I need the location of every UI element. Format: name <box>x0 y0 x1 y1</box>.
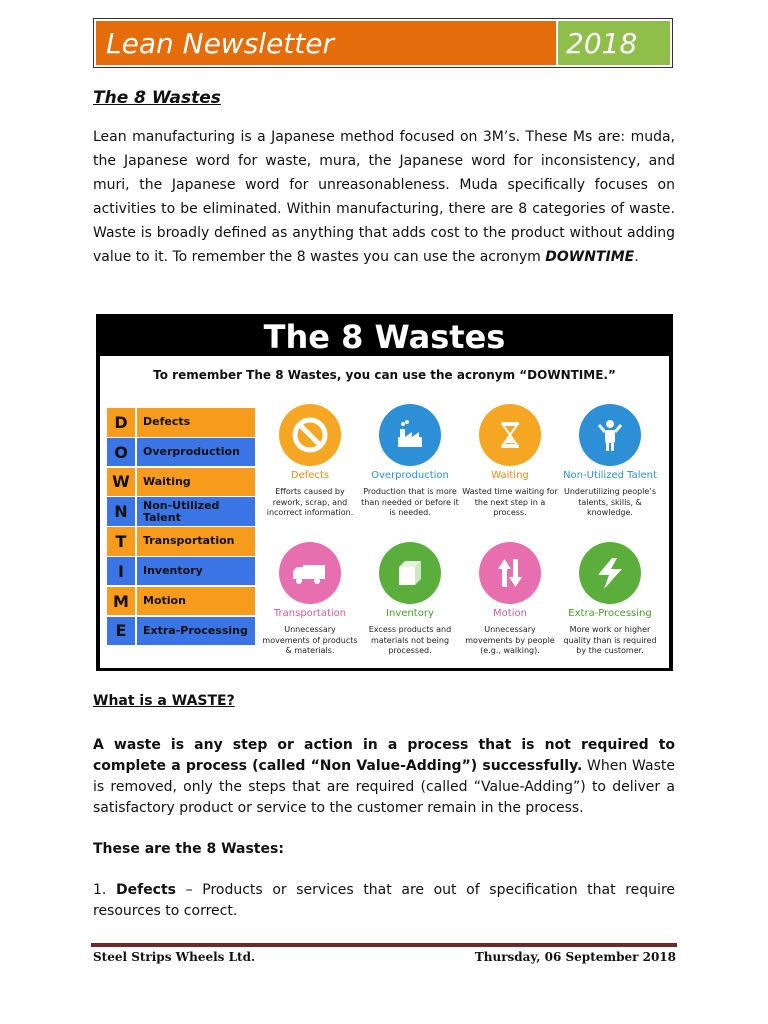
footer-divider <box>91 943 677 947</box>
acronym-letter: D <box>107 408 135 437</box>
waste-definition-bold: A waste is any step or action in a process that is not required to complete a process (called “Non Value-Adding”) successfully. <box>93 737 675 774</box>
infographic-body <box>100 356 669 668</box>
card-description: Underutilizing people’s talents, skills, & knowledge. <box>563 487 657 517</box>
defects-item <box>93 880 675 922</box>
acronym-label: Extra-Processing <box>137 617 255 646</box>
footer-date: Thursday, 06 September 2018 <box>474 950 676 964</box>
card-name: Extra-Processing <box>568 608 652 619</box>
eight-wastes-infographic <box>96 314 673 671</box>
waste-card-motion <box>460 542 560 657</box>
waste-definition-paragraph <box>93 735 675 819</box>
intro-period: . <box>634 249 639 265</box>
card-name: Waiting <box>491 470 529 481</box>
card-name: Non-Utilized Talent <box>563 470 657 481</box>
acronym-label: Inventory <box>137 557 255 586</box>
item-term: Defects <box>115 882 177 898</box>
acronym-row <box>107 497 255 526</box>
item-number: 1. <box>93 882 107 898</box>
newsletter-title: Lean Newsletter <box>96 21 556 65</box>
waste-card-waiting <box>460 404 560 519</box>
infographic-subtitle: To remember The 8 Wastes, you can use the acronym “DOWNTIME.” <box>153 368 616 382</box>
acronym-row <box>107 587 255 616</box>
waste-card-defects <box>260 404 360 519</box>
waste-card-inventory <box>360 542 460 657</box>
card-name: Motion <box>493 608 527 619</box>
card-description: Efforts caused by rework, scrap, and incorrect information. <box>266 487 354 517</box>
downtime-acronym-table <box>107 408 255 646</box>
infographic-title: The 8 Wastes <box>263 318 506 356</box>
hourglass-icon <box>479 404 541 466</box>
no-sign-icon <box>279 404 341 466</box>
intro-text: Lean manufacturing is a Japanese method focused on 3M’s. These Ms are: muda, the Japanese word for waste, mura, the Japanese word for inconsistency, and muri, the Japanese word for unreasonableness. Muda specifically focuses on activities to be eliminated. Within manufacturing, there are 8 categories of waste. Waste is broadly defined as anything that adds cost to the product without adding value to it. To remember the 8 wastes you can use the acronym <box>93 129 675 265</box>
intro-acronym: DOWNTIME <box>545 249 635 265</box>
card-description: Wasted time waiting for the next step in a process. <box>462 487 558 517</box>
acronym-row <box>107 527 255 556</box>
card-name: Defects <box>290 470 330 481</box>
acronym-row <box>107 468 255 497</box>
box-icon <box>379 542 441 604</box>
acronym-letter: M <box>107 587 135 616</box>
acronym-row <box>107 438 255 467</box>
acronym-letter: N <box>107 497 135 526</box>
card-name: Inventory <box>386 608 434 619</box>
newsletter-masthead <box>93 18 673 68</box>
acronym-label: Defects <box>137 408 255 437</box>
card-description: Excess products and materials not being processed. <box>368 625 452 655</box>
card-description: Production that is more than needed or before it is needed. <box>361 487 459 517</box>
what-is-waste-heading: What is a WASTE? <box>93 693 235 709</box>
acronym-letter: I <box>107 557 135 586</box>
lightning-icon <box>579 542 641 604</box>
waste-definition-text: When Waste is removed, only the steps that are required (called “Value-Adding”) to deliver a satisfactory product or service to the customer remain in the process. <box>93 758 675 816</box>
truck-icon <box>279 542 341 604</box>
acronym-letter: O <box>107 438 135 467</box>
waste-card-non-utilized-talent <box>560 404 660 519</box>
factory-icon <box>379 404 441 466</box>
acronym-label: Non-Utilized Talent <box>137 497 255 526</box>
card-description: Unnecessary movements by people (e.g., walking). <box>465 625 555 655</box>
acronym-letter: T <box>107 527 135 556</box>
person-icon <box>579 404 641 466</box>
acronym-letter: E <box>107 617 135 646</box>
section-title: The 8 Wastes <box>93 88 221 108</box>
acronym-label: Waiting <box>137 468 255 497</box>
acronym-letter: W <box>107 468 135 497</box>
newsletter-year: 2018 <box>558 21 670 65</box>
waste-card-overproduction <box>360 404 460 519</box>
acronym-row <box>107 617 255 646</box>
intro-paragraph <box>93 125 675 269</box>
acronym-label: Motion <box>137 587 255 616</box>
acronym-row <box>107 557 255 586</box>
these-are-heading: These are the 8 Wastes: <box>93 841 284 857</box>
card-name: Transportation <box>273 608 347 619</box>
waste-card-extra-processing <box>560 542 660 657</box>
arrows-icon <box>479 542 541 604</box>
card-name: Overproduction <box>371 470 449 481</box>
acronym-label: Transportation <box>137 527 255 556</box>
acronym-row <box>107 408 255 437</box>
footer-company: Steel Strips Wheels Ltd. <box>93 950 256 964</box>
card-description: Unnecessary movements of products & materials. <box>262 625 358 655</box>
acronym-label: Overproduction <box>137 438 255 467</box>
card-description: More work or higher quality than is required by the customer. <box>563 625 657 655</box>
item-text: – Products or services that are out of specification that require resources to correct. <box>93 882 676 919</box>
waste-card-transportation <box>260 542 360 657</box>
